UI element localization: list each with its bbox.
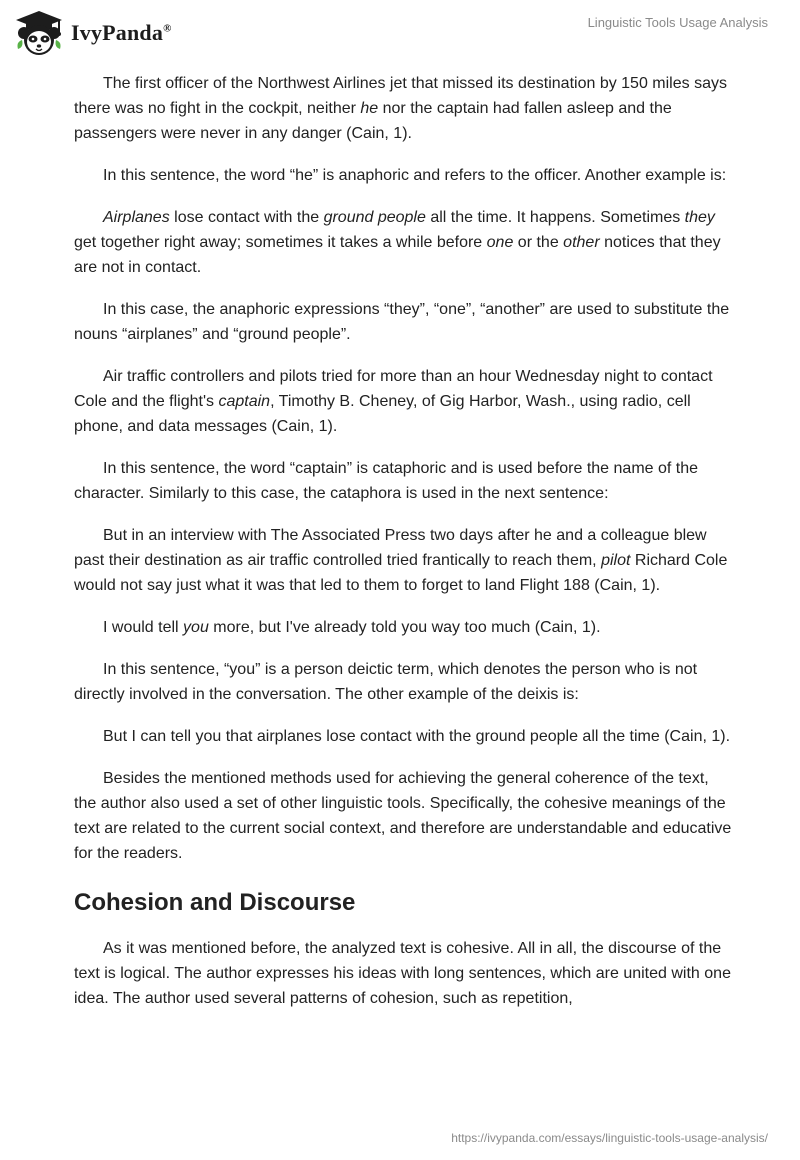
paragraph-7: But in an interview with The Associated Press two days after he and a colleague blew past their destination as air traffic controlled tried frantically to reach them, pilot Richard Cole would not say just what it was that led to them to forget to land Flight 188 (Cain, 1).	[74, 527, 728, 594]
paragraph-3: Airplanes lose contact with the ground people all the time. It happens. Sometimes they get together right away; sometimes it takes a while before one or the other notices that they are not in contact.	[74, 209, 721, 276]
paragraph-4: In this case, the anaphoric expressions “they”, “one”, “another” are used to substitute the nouns “airplanes” and “ground people”.	[74, 301, 730, 343]
paragraph-6: In this sentence, the word “captain” is cataphoric and is used before the name of the character. Similarly to this case, the cataphora is used in the next sentence:	[74, 460, 699, 502]
source-url[interactable]: https://ivypanda.com/essays/linguistic-tools-usage-analysis/	[451, 1131, 768, 1145]
registered-mark: ®	[163, 22, 172, 35]
panda-icon	[14, 9, 64, 57]
essay-body	[74, 71, 734, 1028]
paragraph-2: In this sentence, the word “he” is anaphoric and refers to the officer. Another example is:	[103, 167, 727, 184]
section-heading: Cohesion and Discourse	[74, 889, 356, 916]
paragraph-8: I would tell you more, but I've already told you way too much (Cain, 1).	[103, 619, 601, 636]
paragraph-1: The first officer of the Northwest Airlines jet that missed its destination by 150 miles says there was no fight in the cockpit, neither he nor the captain had fallen asleep and the passengers were never in any danger (Cain, 1).	[74, 75, 727, 142]
paragraph-5: Air traffic controllers and pilots tried for more than an hour Wednesday night to contact Cole and the flight's captain, Timothy B. Cheney, of Gig Harbor, Wash., using radio, cell phone, and data messages (Cain, 1).	[74, 368, 713, 435]
paragraph-10: But I can tell you that airplanes lose contact with the ground people all the time (Cain, 1).	[103, 728, 731, 745]
document-title: Linguistic Tools Usage Analysis	[587, 15, 768, 30]
logo-text: IvyPanda®	[71, 20, 172, 45]
ivypanda-logo[interactable]	[14, 9, 172, 57]
page-header	[0, 0, 800, 70]
paragraph-11: Besides the mentioned methods used for achieving the general coherence of the text, the author also used a set of other linguistic tools. Specifically, the cohesive meanings of the text are related to the current social context, and therefore are understandable and educative for the readers.	[74, 770, 732, 862]
paragraph-9: In this sentence, “you” is a person deictic term, which denotes the person who is not directly involved in the conversation. The other example of the deixis is:	[74, 661, 698, 703]
paragraph-12: As it was mentioned before, the analyzed text is cohesive. All in all, the discourse of the text is logical. The author expresses his ideas with long sentences, which are united with one idea. The author used several patterns of cohesion, such as repetition,	[74, 940, 731, 1007]
